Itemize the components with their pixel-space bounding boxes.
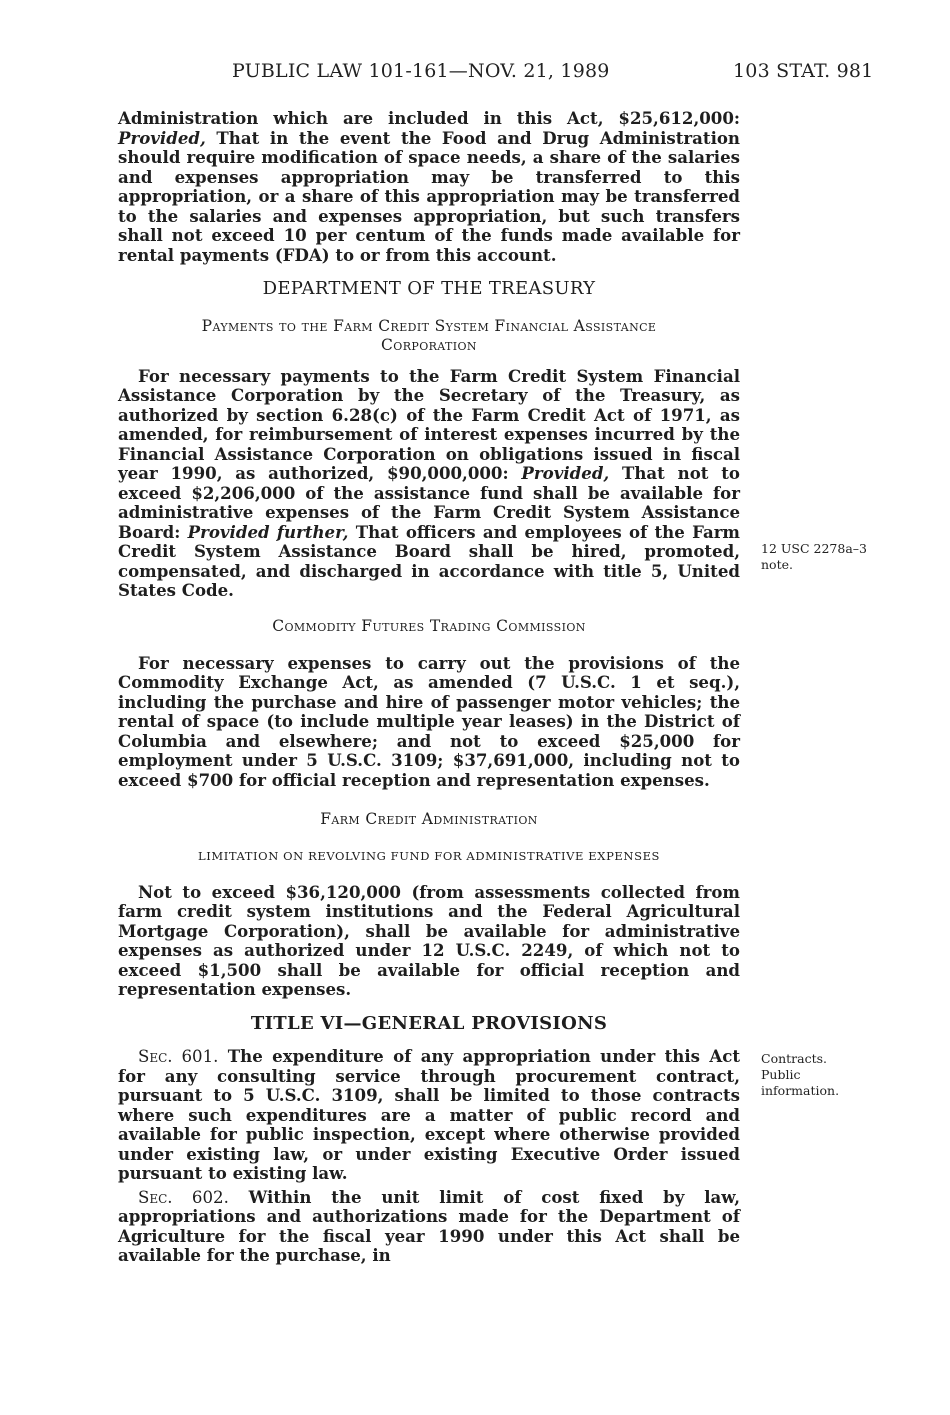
paragraph-fda-rental: Administration which are included in this Act, $25,612,000: Provided, That in the event the Food and Drug Administration should require modification of space needs, a share of the salaries and expenses appropriation may be transferred to this appropriation, or a share of this appropriation may be transferred to the salaries and expenses appropriation, but such transfers shall not exceed 10 per centum of the funds made available for rental payments (FDA) to or from this account. [118, 108, 740, 265]
farm-credit-payments-heading: Payments to the Farm Credit System Financial Assistance Corporation [201, 316, 657, 354]
main-text-column [118, 109, 740, 1266]
margin-note-usc: 12 USC 2278a–3 note. [761, 541, 867, 572]
title-vi-heading: TITLE VI—GENERAL PROVISIONS [250, 1012, 608, 1034]
running-header-title: PUBLIC LAW 101-161—NOV. 21, 1989 [232, 60, 610, 82]
cftc-heading: Commodity Futures Trading Commission [272, 616, 586, 635]
proviso-italic: Provided, [521, 463, 610, 483]
section-602: Sec. 602. Within the unit limit of cost fixed by law, appropriations and authorizations made for the Department of Agriculture for the fiscal year 1990 under this Act shall be available for the purchase, in [118, 1186, 740, 1265]
page-stat-number: 103 STAT. 981 [733, 60, 874, 82]
section-601: Sec. 601. The expenditure of any appropriation under this Act for any consulting service through procurement contract, pursuant to 5 U.S.C. 3109, shall be limited to those contracts where such expenditures are a matter of public record and available for public inspection, except where otherwise provided under existing law, or under existing Executive Order issued pursuant to existing law. [118, 1046, 740, 1183]
paragraph-farm-credit-payments: For necessary payments to the Farm Credit System Financial Assistance Corporation by the Secretary of the Treasury, as authorized by section 6.28(c) of the Farm Credit Act of 1971, as amended, for reimbursement of interest expenses incurred by the Financial Assistance Corporation on obligations issued in fiscal year 1990, as authorized, $90,000,000: Provided, That not to exceed $2,206,000 of the assistance fund shall be available for administrative expenses of the Farm Credit System Assistance Board: Provided further, That officers and employees of the Farm Credit System Assistance Board shall be hired, promoted, compensated, and discharged in accordance with title 5, United States Code. [118, 365, 740, 600]
department-heading: DEPARTMENT OF THE TREASURY [262, 278, 596, 299]
proviso-further-italic: Provided further, [187, 521, 349, 542]
limitation-heading: LIMITATION ON REVOLVING FUND FOR ADMINISTRATIVE EXPENSES [197, 849, 661, 863]
fca-heading: Farm Credit Administration [320, 810, 538, 828]
proviso-italic: Provided, [118, 127, 206, 148]
paragraph-cftc: For necessary expenses to carry out the provisions of the Commodity Exchange Act, as amended (7 U.S.C. 1 et seq.), including the purchase and hire of passenger motor vehicles; the rental of space (to include multiple year leases) in the District of Columbia and elsewhere; and not to exceed $25,000 for employment under 5 U.S.C. 3109; $37,691,000, including not to exceed $700 for official reception and representation expenses. [118, 652, 740, 790]
section-label: Sec. 601. [138, 1047, 219, 1066]
margin-note-contracts: Contracts. Public information. [761, 1051, 840, 1098]
paragraph-fca-limitation: Not to exceed $36,120,000 (from assessments collected from farm credit system institutions and the Federal Agricultural Mortgage Corporation), shall be available for administrative expenses as authorized under 12 U.S.C. 2249, of which not to exceed $1,500 shall be available for official reception and representation expenses. [118, 881, 740, 999]
section-label: Sec. 602. [138, 1187, 229, 1207]
